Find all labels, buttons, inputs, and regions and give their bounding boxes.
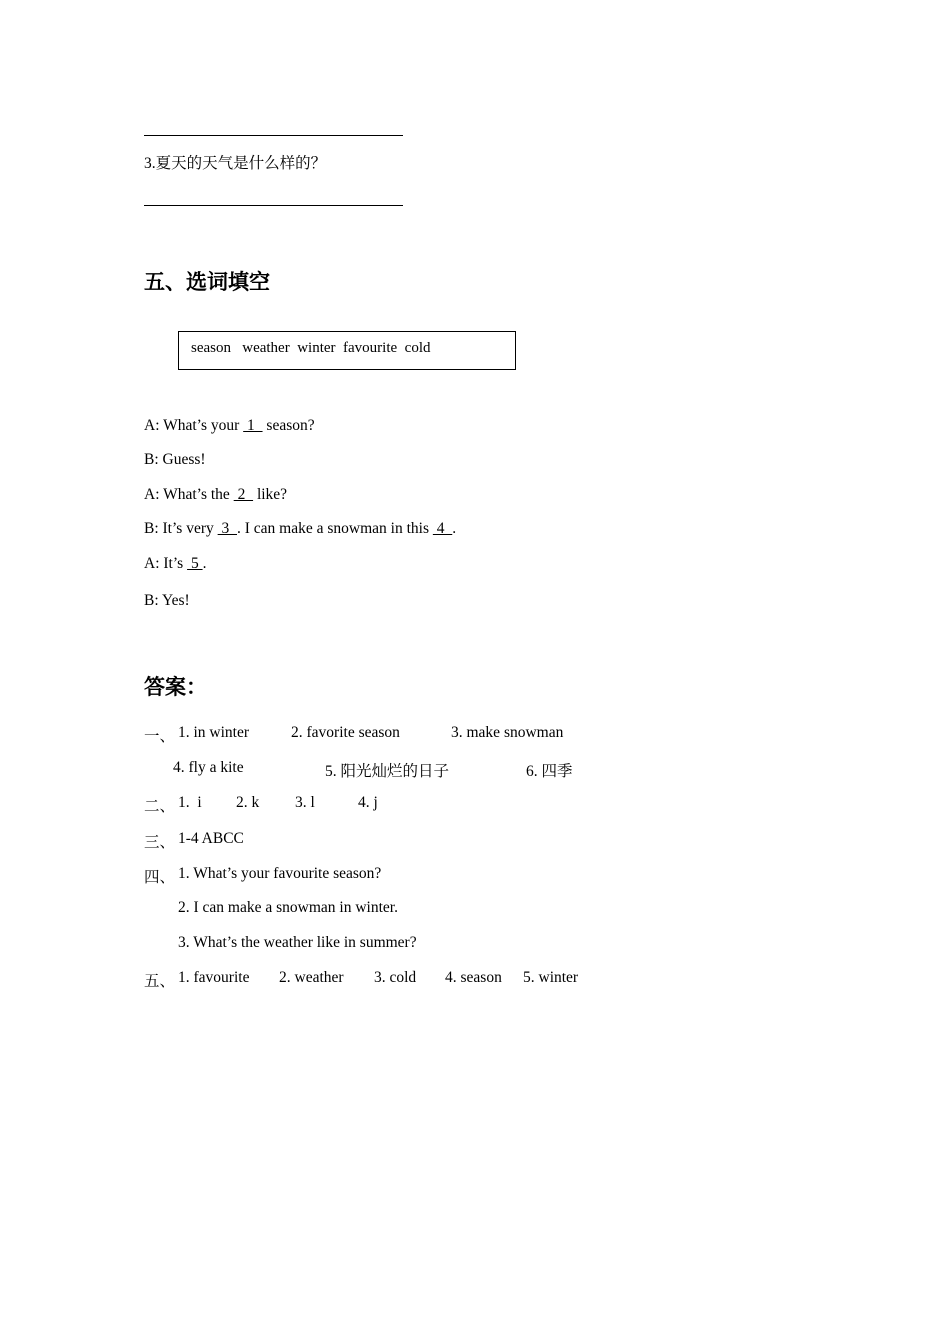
dialogue-line bbox=[144, 520, 456, 538]
answer-prefix: 二、 bbox=[144, 798, 176, 815]
answer-item: 1. favourite bbox=[178, 969, 250, 986]
answer-item: 2. weather bbox=[279, 969, 344, 986]
answer-item: 2. k bbox=[236, 794, 260, 811]
blank-1: 1 bbox=[243, 417, 263, 434]
answer-item: 1. i bbox=[178, 794, 202, 811]
answer-item: 4. j bbox=[358, 794, 378, 811]
dialogue-line bbox=[144, 555, 206, 573]
answer-item: 3. cold bbox=[374, 969, 417, 986]
answer-item: 5. winter bbox=[523, 969, 579, 986]
word-bank-box bbox=[178, 331, 516, 370]
dialogue-text: . bbox=[202, 555, 207, 572]
blank-5: 5 bbox=[187, 555, 203, 572]
answer-line bbox=[144, 205, 403, 206]
answer-item: 4. fly a kite bbox=[173, 759, 244, 776]
dialogue-text: A: It’s bbox=[144, 555, 188, 572]
answer-item: 2. favorite season bbox=[291, 724, 400, 741]
blank-3: 3 bbox=[217, 520, 237, 537]
dialogue-line bbox=[144, 451, 206, 469]
answer-item: 4. season bbox=[445, 969, 502, 986]
answer-item: 1. in winter bbox=[178, 724, 250, 741]
answer-item: 6. 四季 bbox=[526, 763, 573, 780]
answer-item: 1-4 ABCC bbox=[178, 830, 244, 847]
dialogue-text: B: Yes! bbox=[144, 592, 190, 609]
dialogue-line bbox=[144, 592, 190, 610]
dialogue-text: A: What’s the bbox=[144, 486, 234, 503]
answer-prefix: 四、 bbox=[144, 869, 176, 886]
answer-item: 2. I can make a snowman in winter. bbox=[178, 899, 398, 916]
answers-heading: 答案： bbox=[144, 675, 207, 699]
answer-item: 3. l bbox=[295, 794, 315, 811]
word-bank: season weather winter favourite cold bbox=[191, 340, 431, 356]
answer-item: 3. make snowman bbox=[451, 724, 564, 741]
dialogue-text: A: What’s your bbox=[144, 417, 244, 434]
dialogue-text: . I can make a snowman in this bbox=[237, 520, 433, 537]
question-3: 3.夏天的天气是什么样的？ bbox=[144, 155, 327, 172]
answer-prefix: 五、 bbox=[144, 973, 176, 990]
dialogue-text: B: It’s very bbox=[144, 520, 218, 537]
dialogue-text: . bbox=[452, 520, 457, 537]
blank-4: 4 bbox=[432, 520, 453, 537]
blank-2: 2 bbox=[233, 486, 254, 503]
answer-prefix: 三、 bbox=[144, 834, 176, 851]
dialogue-line bbox=[144, 417, 315, 435]
answer-item: 3. What’s the weather like in summer? bbox=[178, 934, 417, 951]
answer-line bbox=[144, 135, 403, 136]
answer-item: 5. 阳光灿烂的日子 bbox=[325, 763, 450, 780]
dialogue-text: like? bbox=[253, 486, 288, 503]
dialogue-text: season? bbox=[262, 417, 315, 434]
section-heading: 五、选词填空 bbox=[144, 270, 270, 294]
answer-prefix: 一、 bbox=[144, 728, 176, 745]
dialogue-line bbox=[144, 486, 287, 504]
answer-item: 1. What’s your favourite season? bbox=[178, 865, 382, 882]
dialogue-text: B: Guess! bbox=[144, 451, 206, 468]
